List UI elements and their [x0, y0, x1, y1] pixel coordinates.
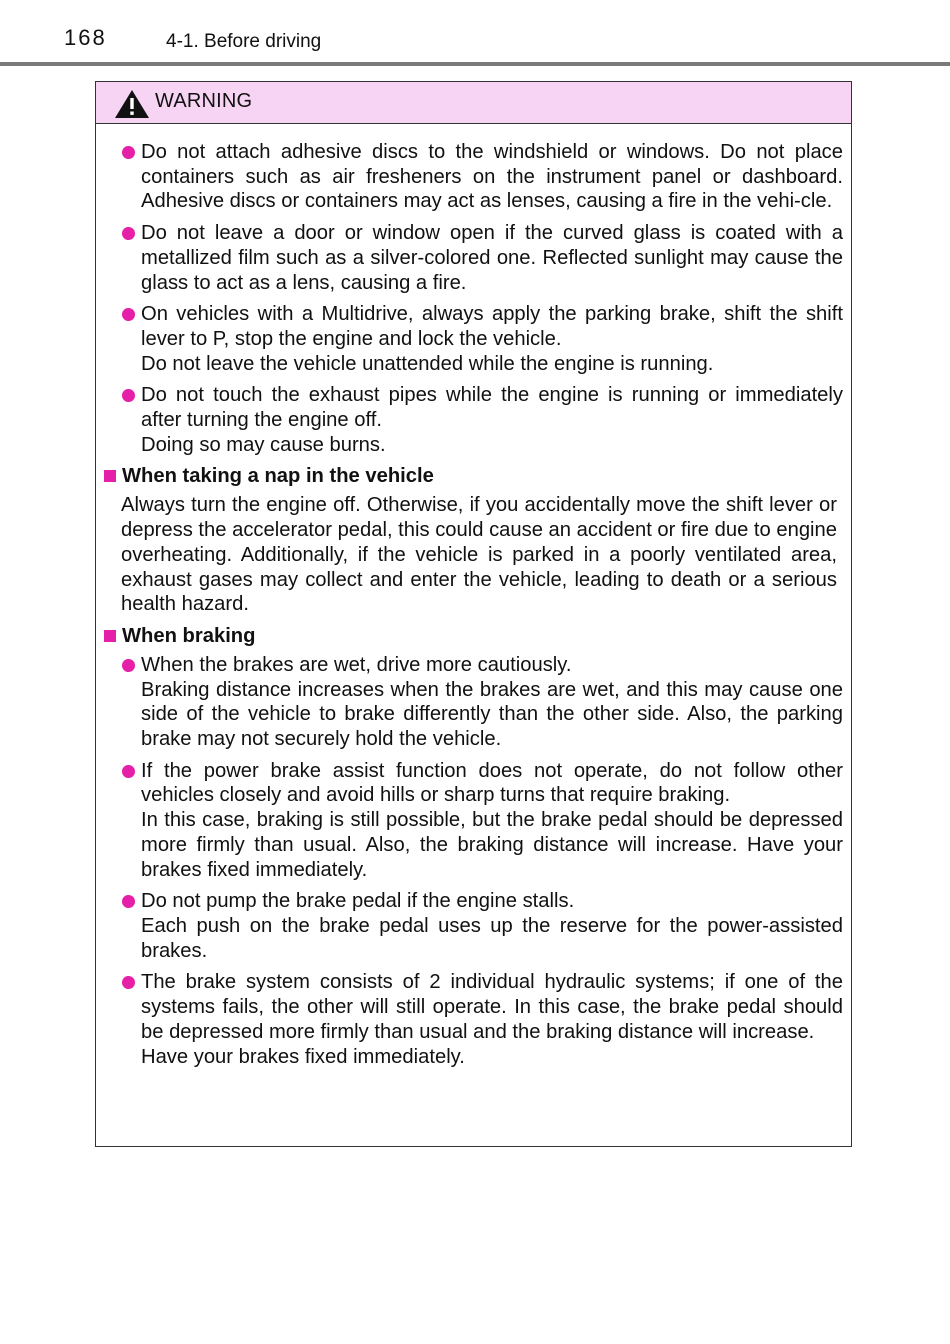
header-divider	[0, 62, 950, 66]
square-bullet-icon	[104, 630, 116, 642]
warning-bullet	[96, 221, 843, 295]
bullet-text: Doing so may cause burns.	[141, 433, 386, 456]
bullet-text: In this case, braking is still possible, but the brake pedal should be depressed more firmly than usual. Also, the braking distance will increase. Have your brakes fixed immediately.	[141, 809, 843, 881]
bullet-text: Braking distance increases when the brakes are wet, and this may cause one side of the vehicle to brake differently than the other side. Also, the parking brake may not securely hold the vehicle.	[141, 678, 843, 751]
page-header	[0, 0, 950, 66]
braking-heading-text: When braking	[122, 624, 256, 647]
warning-bullet	[96, 383, 843, 457]
braking-heading	[96, 624, 843, 648]
nap-paragraph: Always turn the engine off. Otherwise, if you accidentally move the shift lever or depress the accelerator pedal, this could cause an accident or fire due to engine overheating. Additionally, if the vehicle is parked in a poorly ventilated area, exhaust gases may collect and enter the vehicle, leading to death or a serious health hazard.	[121, 494, 837, 616]
bullet-text: Do not touch the exhaust pipes while the engine is running or immediately after turning the engine off.	[141, 384, 843, 432]
square-bullet-icon	[104, 470, 116, 482]
bullet-dot-icon	[122, 659, 135, 672]
bullet-text: When the brakes are wet, drive more cautiously.	[141, 653, 572, 676]
bullet-text: Each push on the brake pedal uses up the reserve for the power-assisted brakes.	[141, 914, 843, 962]
page-number: 168	[64, 25, 107, 50]
bullet-dot-icon	[122, 976, 135, 989]
bullet-text: The brake system consists of 2 individual hydraulic systems; if one of the systems fails, the other will still operate. In this case, the brake pedal should be depressed more firmly than usual and the braking distance will increase.	[141, 971, 843, 1043]
bullet-text: Do not attach adhesive discs to the windshield or windows. Do not place containers such as air fresheners on the instrument panel or dashboard. Adhesive discs or containers may act as lenses, causing a fire in the vehi-cle.	[141, 141, 843, 213]
braking-bullet	[96, 759, 843, 883]
bullet-dot-icon	[122, 895, 135, 908]
nap-heading-text: When taking a nap in the vehicle	[122, 465, 434, 488]
warning-label: WARNING	[155, 90, 253, 112]
braking-bullet	[96, 889, 843, 963]
bullet-text: If the power brake assist function does not operate, do not follow other vehicles closely and avoid hills or sharp turns that require braking.	[141, 759, 843, 807]
braking-bullet	[96, 970, 843, 1069]
warning-bullet	[96, 140, 843, 214]
bullet-text: Do not leave the vehicle unattended while the engine is running.	[141, 352, 714, 375]
bullet-dot-icon	[122, 765, 135, 778]
bullet-dot-icon	[122, 227, 135, 240]
braking-bullet	[96, 653, 843, 752]
bullet-dot-icon	[122, 146, 135, 159]
bullet-dot-icon	[122, 308, 135, 321]
bullet-dot-icon	[122, 389, 135, 402]
bullet-text: Do not leave a door or window open if the curved glass is coated with a metallized film such as a silver-colored one. Reflected sunlight may cause the glass to act as a lens, causing a fire.	[141, 222, 843, 294]
section-title: 4-1. Before driving	[166, 31, 322, 52]
nap-heading	[96, 464, 843, 488]
warning-body	[96, 124, 851, 1069]
warning-box	[95, 81, 852, 1147]
bullet-text: On vehicles with a Multidrive, always apply the parking brake, shift the shift lever to P, stop the engine and lock the vehicle.	[141, 303, 843, 350]
warning-header	[96, 82, 851, 124]
bullet-text: Have your brakes fixed immediately.	[141, 1045, 465, 1068]
warning-triangle-icon	[114, 89, 150, 119]
bullet-text: Do not pump the brake pedal if the engine stalls.	[141, 890, 575, 913]
warning-bullet	[96, 302, 843, 376]
